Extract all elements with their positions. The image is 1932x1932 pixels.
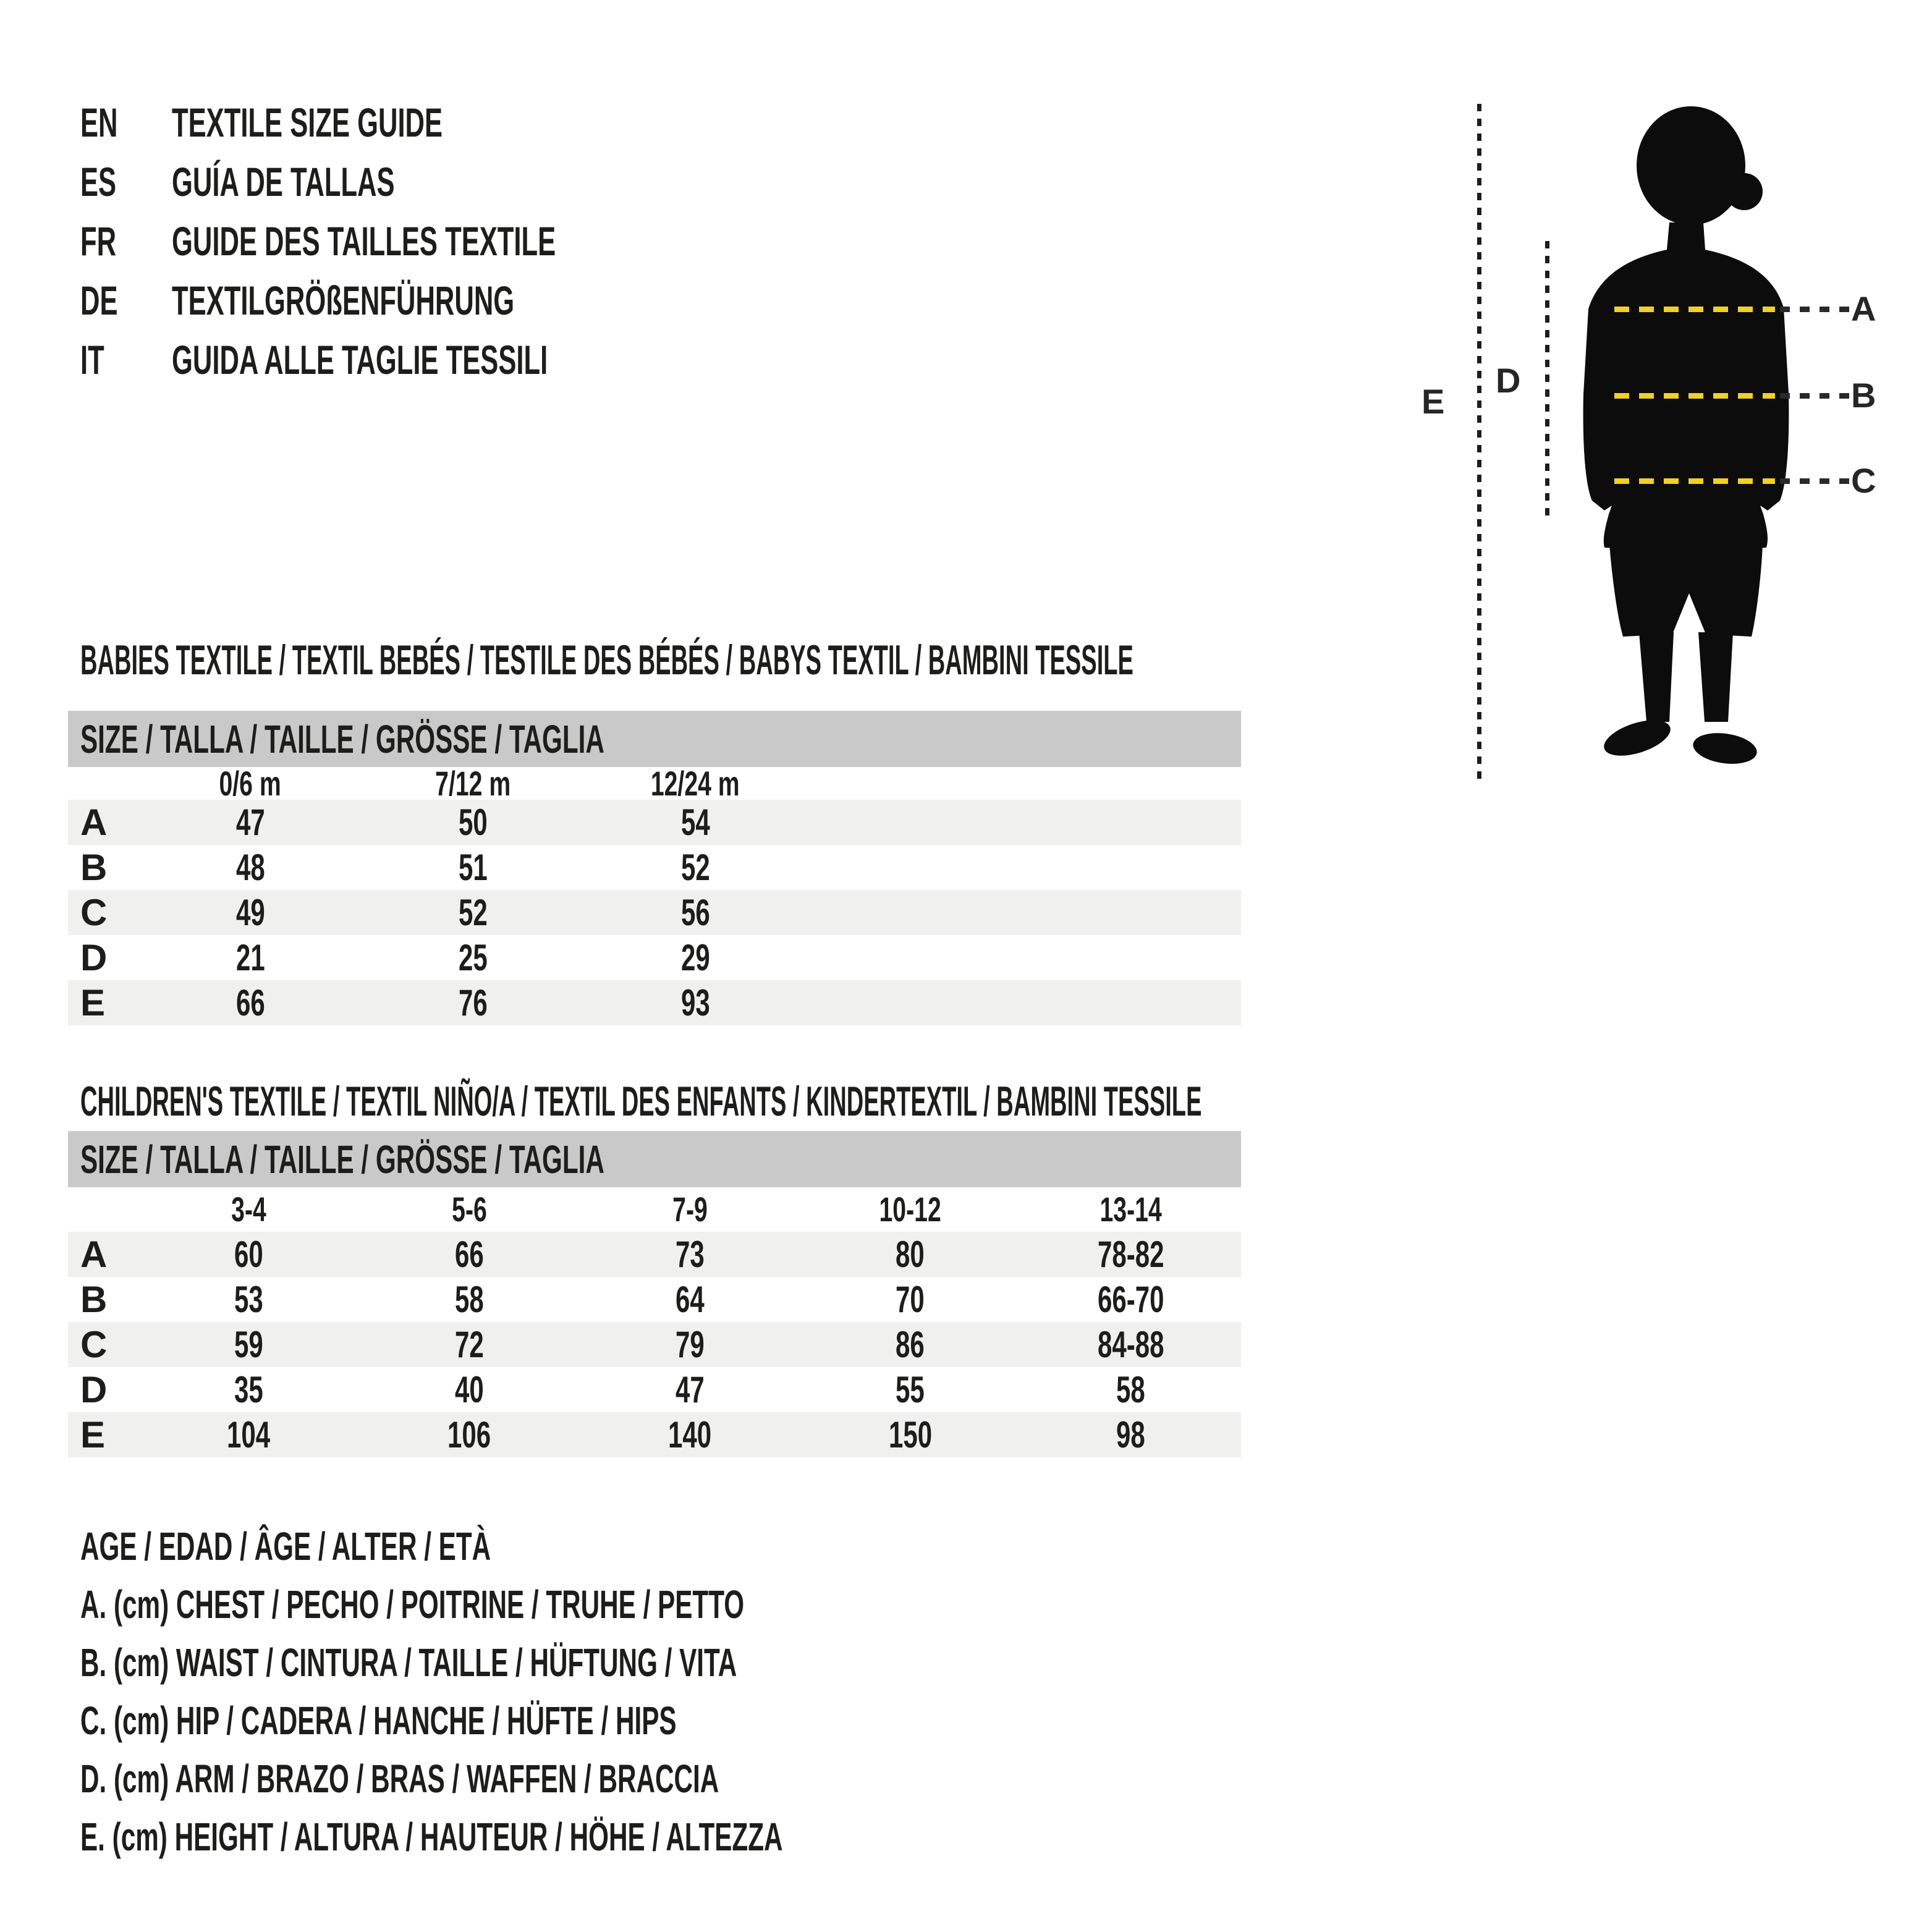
babies-col-0-6m: 0/6 m xyxy=(219,764,282,803)
children-row-c: C 59 72 79 86 84-88 xyxy=(68,1322,1241,1367)
legend-height-e: E. (cm) HEIGHT / ALTURA / HAUTEUR / HÖHE / ALTEZZA xyxy=(80,1815,783,1859)
babies-column-header-row xyxy=(68,764,1241,803)
children-col-7-9: 7-9 xyxy=(672,1190,708,1229)
figure-label-b: B xyxy=(1851,376,1876,415)
legend-arm-d: D. (cm) ARM / BRAZO / BRAS / WAFFEN / BRACCIA xyxy=(80,1756,719,1801)
waist-measure-line-b xyxy=(1614,393,1851,399)
lang-row-fr xyxy=(80,211,753,271)
children-col-10-12: 10-12 xyxy=(879,1190,941,1229)
legend-hip-c: C. (cm) HIP / CADERA / HANCHE / HÜFTE / HIPS xyxy=(80,1698,677,1743)
figure-label-e: E xyxy=(1421,382,1445,421)
waist-line-black-dash xyxy=(1780,393,1851,399)
lang-code-es: ES xyxy=(80,159,117,205)
babies-row-d: D 21 25 29 xyxy=(80,937,710,978)
babies-row-b: B 48 51 52 xyxy=(80,847,710,888)
figure-label-a: A xyxy=(1851,289,1876,328)
chest-line-black-dash xyxy=(1780,307,1851,312)
lang-row-es xyxy=(80,152,753,211)
figure-label-d: D xyxy=(1496,361,1521,400)
figure-label-c: C xyxy=(1851,461,1876,500)
lang-title-de: TEXTILGRÖßENFÜHRUNG xyxy=(172,278,515,323)
lang-row-de xyxy=(80,271,753,330)
lang-code-en: EN xyxy=(80,100,118,145)
lang-title-en: TEXTILE SIZE GUIDE xyxy=(172,100,443,145)
children-col-3-4: 3-4 xyxy=(231,1190,266,1229)
babies-col-7-12m: 7/12 m xyxy=(434,764,511,803)
waist-line-yellow-dash xyxy=(1614,393,1775,399)
children-col-5-6: 5-6 xyxy=(451,1190,487,1229)
hip-line-black-dash xyxy=(1780,478,1851,484)
child-silhouette-icon xyxy=(1580,104,1792,765)
arm-measure-line-d xyxy=(1545,241,1549,516)
language-title-block xyxy=(80,93,753,389)
legend-age: AGE / EDAD / ÂGE / ALTER / ETÀ xyxy=(80,1524,491,1569)
children-col-13-14: 13-14 xyxy=(1099,1190,1162,1229)
babies-size-header-bar: SIZE / TALLA / TAILLE / GRÖSSE / TAGLIA xyxy=(68,711,1241,767)
children-table xyxy=(68,1187,1241,1457)
lang-code-it: IT xyxy=(80,337,104,383)
babies-row-a: A 47 50 54 xyxy=(68,800,1241,845)
lang-title-es: GUÍA DE TALLAS xyxy=(172,159,395,205)
babies-table xyxy=(68,764,1241,1025)
babies-row-c: C 49 52 56 xyxy=(68,890,1241,935)
children-column-header-row xyxy=(68,1187,1241,1232)
lang-code-de: DE xyxy=(80,278,118,323)
babies-row-e: E 66 76 93 xyxy=(68,980,1241,1025)
lang-title-fr: GUIDE DES TAILLES TEXTILE xyxy=(172,218,556,264)
measurement-legend xyxy=(80,1517,1145,1866)
chest-measure-line-a xyxy=(1614,307,1851,312)
hip-line-yellow-dash xyxy=(1614,478,1775,484)
lang-row-it xyxy=(80,330,753,389)
children-row-a: A 60 66 73 80 78-82 xyxy=(68,1232,1241,1277)
children-row-d: D 35 40 47 55 58 xyxy=(80,1369,1145,1410)
children-row-b: B 53 58 64 70 66-70 xyxy=(80,1279,1164,1320)
legend-waist-b: B. (cm) WAIST / CINTURA / TAILLE / HÜFTUNG / VITA xyxy=(80,1640,737,1685)
children-section-title: CHILDREN'S TEXTILE / TEXTIL NIÑO/A / TEXTIL DES ENFANTS / KINDERTEXTIL / BAMBINI TESSILE xyxy=(80,1078,1202,1125)
babies-col-12-24m: 12/24 m xyxy=(651,764,740,803)
lang-row-en xyxy=(80,93,753,152)
children-size-header-bar: SIZE / TALLA / TAILLE / GRÖSSE / TAGLIA xyxy=(68,1131,1241,1187)
legend-chest-a: A. (cm) CHEST / PECHO / POITRINE / TRUHE / PETTO xyxy=(80,1582,745,1627)
children-row-e: E 104 106 140 150 98 xyxy=(68,1412,1241,1457)
hip-measure-line-c xyxy=(1614,478,1851,484)
lang-title-it: GUIDA ALLE TAGLIE TESSILI xyxy=(172,337,548,383)
lang-code-fr: FR xyxy=(80,218,117,264)
chest-line-yellow-dash xyxy=(1614,307,1775,312)
babies-section-title: BABIES TEXTILE / TEXTIL BEBÉS / TESTILE DES BÉBÉS / BABYS TEXTIL / BAMBINI TESSILE xyxy=(80,637,1133,684)
